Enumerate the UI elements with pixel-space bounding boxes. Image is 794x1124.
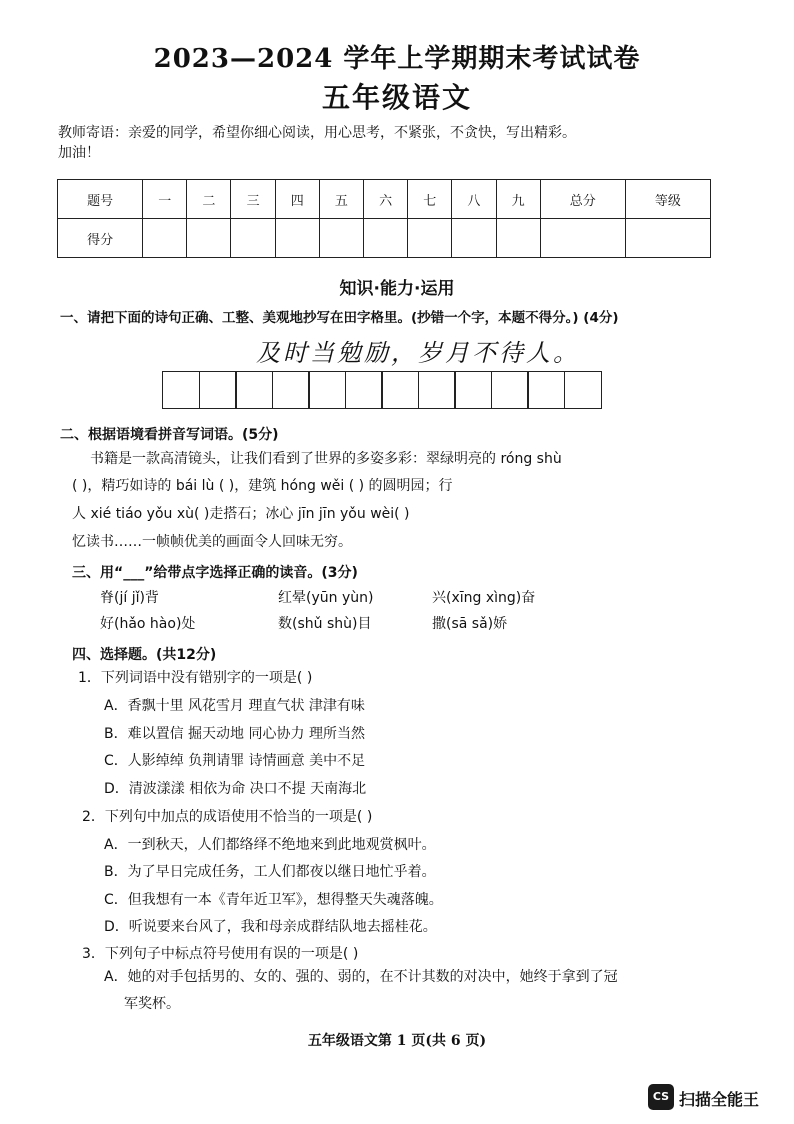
section-title: 知识·能力·运用 bbox=[339, 279, 455, 299]
q4-2-option: C．但我想有一本《青年近卫军》，想得整天失魂落魄。 bbox=[104, 892, 443, 908]
tianzige-cell[interactable] bbox=[418, 371, 456, 409]
score-cell: 六 bbox=[364, 180, 408, 219]
tianzige-cell[interactable] bbox=[527, 371, 565, 409]
q1-title: 一、请把下面的诗句正确、工整、美观地抄写在田字格里。(抄错一个字，本题不得分。) (4分) bbox=[60, 310, 619, 326]
q2-title: 二、根据语境看拼音写词语。(5分) bbox=[60, 427, 279, 443]
q3-item: 好(hǎo hào)处 bbox=[100, 616, 196, 632]
score-blank-cell[interactable] bbox=[187, 219, 231, 258]
tianzige-cell[interactable] bbox=[381, 371, 419, 409]
score-cell: 一 bbox=[143, 180, 187, 219]
q4-3-option: A．她的对手包括男的、女的、强的、弱的，在不计其数的对决中，她终于拿到了冠 bbox=[104, 969, 618, 985]
exam-title: 2023—2024 学年上学期期末考试试卷 bbox=[153, 44, 641, 74]
score-cell: 三 bbox=[231, 180, 275, 219]
tianzige-cell[interactable] bbox=[345, 371, 383, 409]
q3-item: 红晕(yūn yùn) bbox=[278, 590, 374, 606]
tianzige-cell[interactable] bbox=[235, 371, 273, 409]
teacher-message-end: 加油！ bbox=[58, 145, 100, 161]
q4-title: 四、选择题。(共12分) bbox=[72, 647, 217, 663]
q4-2-option: D．听说要来台风了，我和母亲成群结队地去摇桂花。 bbox=[104, 919, 437, 935]
q3-item: 兴(xīng xìng)奋 bbox=[432, 590, 536, 606]
score-blank-cell[interactable] bbox=[496, 219, 540, 258]
page-footer: 五年级语文第 1 页(共 6 页) bbox=[307, 1033, 487, 1049]
teacher-message: 教师寄语：亲爱的同学，希望你细心阅读，用心思考，不紧张，不贪快，写出精彩。 bbox=[58, 125, 576, 141]
score-cell: 五 bbox=[319, 180, 363, 219]
q4-2-option: B．为了早日完成任务，工人们都夜以继日地忙乎着。 bbox=[104, 864, 436, 880]
q4-1-option: C．人影绰绰 负荆请罪 诗情画意 美中不足 bbox=[104, 753, 366, 769]
q4-1-option: D．清波漾漾 相依为命 决口不提 天南海北 bbox=[104, 781, 367, 797]
tianzige-cell[interactable] bbox=[564, 371, 602, 409]
score-table-header-row bbox=[58, 180, 711, 219]
q2-line: 忆读书……一帧帧优美的画面令人回味无穷。 bbox=[72, 534, 352, 550]
q1-poem: 及时当勉励，岁月不待人。 bbox=[256, 339, 580, 367]
score-blank-cell[interactable] bbox=[275, 219, 319, 258]
score-cell: 八 bbox=[452, 180, 496, 219]
q4-2-option: A．一到秋天，人们都络绎不绝地来到此地观赏枫叶。 bbox=[104, 837, 436, 853]
q4-1-stem: 1．下列词语中没有错别字的一项是( ) bbox=[78, 670, 313, 686]
score-cell: 题号 bbox=[58, 180, 143, 219]
score-cell: 总分 bbox=[540, 180, 625, 219]
score-cell: 九 bbox=[496, 180, 540, 219]
score-blank-cell[interactable] bbox=[364, 219, 408, 258]
tianzige-cell[interactable] bbox=[454, 371, 492, 409]
q2-line: 书籍是一款高清镜头，让我们看到了世界的多姿多彩：翠绿明亮的 róng shù bbox=[90, 451, 562, 467]
score-table bbox=[57, 179, 711, 258]
q4-3-option-cont: 军奖杯。 bbox=[124, 996, 180, 1012]
score-blank-cell[interactable] bbox=[319, 219, 363, 258]
exam-subtitle: 五年级语文 bbox=[321, 81, 472, 114]
q3-title: 三、用“___”给带点字选择正确的读音。(3分) bbox=[72, 565, 358, 581]
q3-item: 脊(jí jǐ)背 bbox=[100, 590, 159, 606]
tianzige-cell[interactable] bbox=[308, 371, 346, 409]
q3-item: 数(shǔ shù)目 bbox=[278, 616, 372, 632]
score-blank-cell[interactable] bbox=[143, 219, 187, 258]
tianzige-grid bbox=[162, 371, 600, 409]
tianzige-cell[interactable] bbox=[272, 371, 310, 409]
tianzige-cell[interactable] bbox=[491, 371, 529, 409]
tianzige-cell[interactable] bbox=[162, 371, 200, 409]
score-cell: 四 bbox=[275, 180, 319, 219]
score-blank-cell[interactable] bbox=[540, 219, 625, 258]
q4-1-option: A．香飘十里 风花雪月 理直气状 津津有味 bbox=[104, 698, 365, 714]
score-table-score-row bbox=[58, 219, 711, 258]
score-blank-cell[interactable] bbox=[408, 219, 452, 258]
score-cell: 等级 bbox=[625, 180, 710, 219]
q2-line: ( )，精巧如诗的 bái lù ( )，建筑 hóng wěi ( ) 的圆明园；行 bbox=[72, 478, 453, 494]
q2-line: 人 xié tiáo yǒu xù( )走搭石；冰心 jīn jīn yǒu wèi( ) bbox=[72, 506, 410, 522]
camscanner-watermark: 扫描全能王 bbox=[679, 1090, 760, 1109]
q3-item: 撒(sā sǎ)娇 bbox=[432, 616, 508, 632]
q4-3-stem: 3．下列句子中标点符号使用有误的一项是( ) bbox=[82, 946, 359, 962]
score-blank-cell[interactable] bbox=[452, 219, 496, 258]
score-cell: 七 bbox=[408, 180, 452, 219]
tianzige-cell[interactable] bbox=[199, 371, 237, 409]
q4-2-stem: 2．下列句中加点的成语使用不恰当的一项是( ) bbox=[82, 809, 373, 825]
score-cell: 二 bbox=[187, 180, 231, 219]
score-blank-cell[interactable] bbox=[231, 219, 275, 258]
q4-1-option: B．难以置信 掘天动地 同心协力 理所当然 bbox=[104, 726, 365, 742]
score-blank-cell[interactable] bbox=[625, 219, 710, 258]
score-row-label: 得分 bbox=[58, 219, 143, 258]
camscanner-logo-icon: CS bbox=[648, 1084, 674, 1110]
